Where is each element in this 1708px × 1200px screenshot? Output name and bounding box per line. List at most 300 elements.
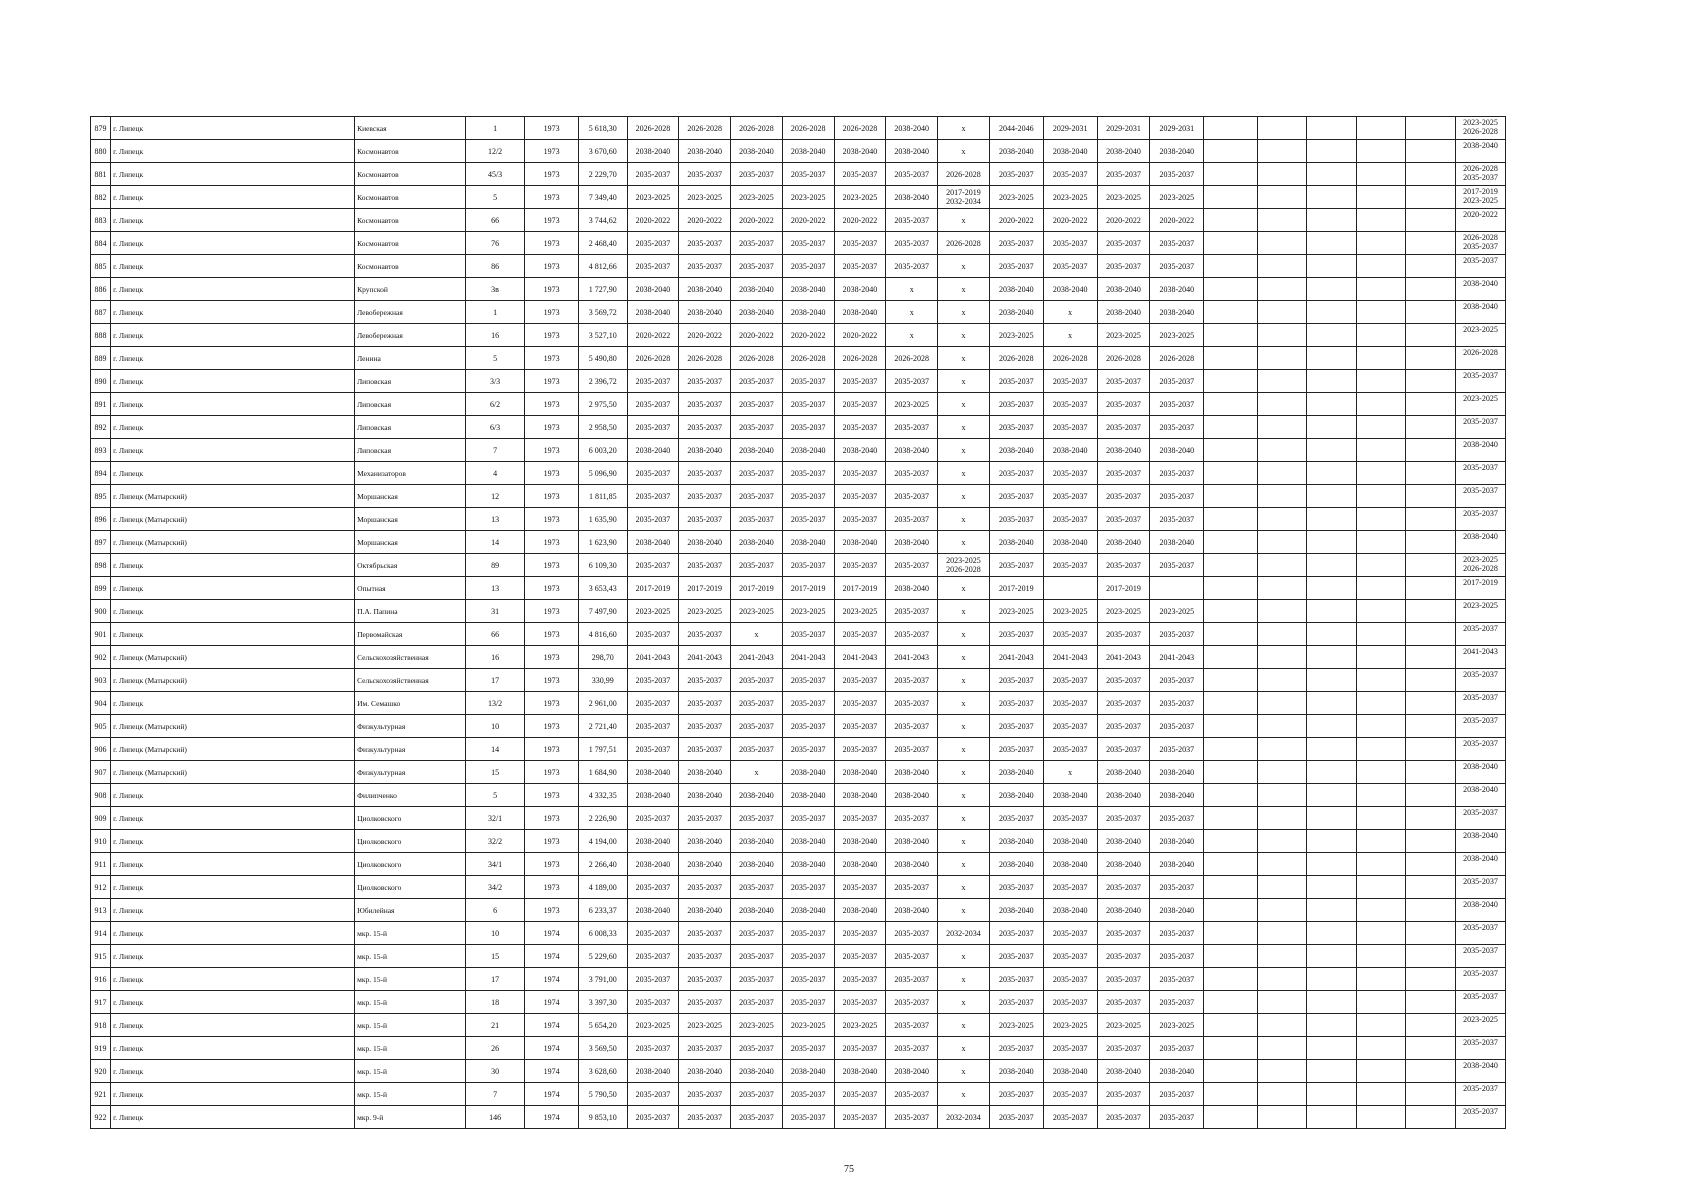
- period-cell: 2035-2037: [886, 370, 938, 393]
- table-row: [91, 715, 1590, 738]
- period-cell: 2035-2037: [731, 1037, 783, 1060]
- street-cell: Ленина: [355, 347, 466, 370]
- street-cell: Киевская: [355, 117, 466, 140]
- period-cell: x: [938, 738, 990, 761]
- summary-period-cell: 2026-2028: [1455, 347, 1506, 370]
- table-row: [91, 140, 1590, 163]
- period-cell: [1357, 646, 1406, 669]
- period-cell: [1406, 140, 1456, 163]
- city-cell: г. Липецк: [111, 945, 355, 968]
- period-cell: 2035-2037: [1150, 807, 1204, 830]
- period-cell: 2035-2037: [731, 922, 783, 945]
- period-cell: 2023-2025: [679, 600, 731, 623]
- summary-period-cell: 2035-2037: [1455, 738, 1506, 761]
- summary-period-cell: 2038-2040: [1455, 301, 1506, 324]
- period-cell: 2035-2037: [1097, 968, 1150, 991]
- street-cell: мкр. 15-й: [355, 945, 466, 968]
- period-cell: [1357, 416, 1406, 439]
- period-cell: [1204, 715, 1258, 738]
- period-cell: [1258, 991, 1307, 1014]
- house-cell: 16: [465, 324, 524, 347]
- period-cell: 2038-2040: [1150, 830, 1204, 853]
- period-cell: 2035-2037: [731, 807, 783, 830]
- period-cell: 2038-2040: [679, 278, 731, 301]
- period-cell: 2038-2040: [1043, 278, 1097, 301]
- period-cell: 2026-2028: [679, 347, 731, 370]
- period-cell: 2038-2040: [627, 761, 679, 784]
- period-cell: 2020-2022: [782, 209, 834, 232]
- row-number: 901: [91, 623, 111, 646]
- period-cell: 2035-2037: [1150, 715, 1204, 738]
- period-cell: [1306, 577, 1357, 600]
- city-cell: г. Липецк (Матырский): [111, 715, 355, 738]
- table-row: [91, 577, 1590, 600]
- row-number: 899: [91, 577, 111, 600]
- period-cell: 2035-2037: [989, 715, 1043, 738]
- period-cell: 2035-2037: [989, 508, 1043, 531]
- period-cell: [1306, 899, 1357, 922]
- period-cell: x: [938, 462, 990, 485]
- table-row: [91, 600, 1590, 623]
- area-cell: 2 721,40: [579, 715, 628, 738]
- period-cell: [1306, 1037, 1357, 1060]
- period-cell: 2035-2037: [731, 393, 783, 416]
- period-cell: 2035-2037: [1150, 623, 1204, 646]
- period-cell: 2023-2025: [989, 600, 1043, 623]
- row-number: 885: [91, 255, 111, 278]
- period-cell: [1306, 830, 1357, 853]
- period-cell: [1204, 117, 1258, 140]
- period-cell: 2035-2037: [782, 807, 834, 830]
- year-cell: 1973: [525, 807, 579, 830]
- table-row: [91, 761, 1590, 784]
- period-cell: x: [938, 876, 990, 899]
- period-cell: 2038-2040: [834, 784, 886, 807]
- period-cell: 2035-2037: [731, 945, 783, 968]
- period-cell: [1357, 485, 1406, 508]
- period-cell: [1258, 347, 1307, 370]
- period-cell: 2038-2040: [1097, 784, 1150, 807]
- period-cell: [1204, 853, 1258, 876]
- row-number: 891: [91, 393, 111, 416]
- row-number: 887: [91, 301, 111, 324]
- period-cell: 2035-2037: [886, 692, 938, 715]
- period-cell: [1204, 922, 1258, 945]
- period-cell: x: [938, 784, 990, 807]
- period-cell: 2041-2043: [782, 646, 834, 669]
- house-cell: 66: [465, 623, 524, 646]
- street-cell: Физкультурная: [355, 761, 466, 784]
- row-number: 910: [91, 830, 111, 853]
- city-cell: г. Липецк: [111, 462, 355, 485]
- period-cell: 2035-2037: [1043, 876, 1097, 899]
- period-cell: [1406, 163, 1456, 186]
- period-cell: 2038-2040: [1097, 301, 1150, 324]
- period-cell: [1406, 209, 1456, 232]
- period-cell: x: [938, 209, 990, 232]
- period-cell: [1204, 991, 1258, 1014]
- period-cell: 2017-2019: [1097, 577, 1150, 600]
- row-number: 879: [91, 117, 111, 140]
- period-cell: 2035-2037: [989, 738, 1043, 761]
- table-row: [91, 646, 1590, 669]
- house-cell: 14: [465, 531, 524, 554]
- period-cell: [1306, 186, 1357, 209]
- house-cell: 12: [465, 485, 524, 508]
- summary-period-cell: 2035-2037: [1455, 692, 1506, 715]
- period-cell: 2035-2037: [834, 623, 886, 646]
- row-number: 900: [91, 600, 111, 623]
- period-cell: 2023-2025: [679, 186, 731, 209]
- table-row: [91, 623, 1590, 646]
- street-cell: Циолковского: [355, 876, 466, 899]
- city-cell: г. Липецк: [111, 623, 355, 646]
- period-cell: 2020-2022: [1150, 209, 1204, 232]
- period-cell: 2035-2037: [782, 623, 834, 646]
- period-cell: 2035-2037: [886, 508, 938, 531]
- period-cell: 2020-2022: [627, 209, 679, 232]
- street-cell: Моршанская: [355, 531, 466, 554]
- period-cell: 2035-2037: [1097, 876, 1150, 899]
- area-cell: 5 790,50: [579, 1083, 628, 1106]
- house-cell: 13: [465, 577, 524, 600]
- house-cell: 5: [465, 784, 524, 807]
- house-cell: 12/2: [465, 140, 524, 163]
- summary-period-cell: 2023-2025: [1455, 393, 1506, 416]
- period-cell: [1204, 623, 1258, 646]
- row-number: 918: [91, 1014, 111, 1037]
- period-cell: 2035-2037: [782, 1106, 834, 1129]
- summary-period-cell: 2020-2022: [1455, 209, 1506, 232]
- period-cell: [1258, 209, 1307, 232]
- period-cell: [1306, 416, 1357, 439]
- street-cell: мкр. 15-й: [355, 1037, 466, 1060]
- period-cell: 2035-2037: [1097, 669, 1150, 692]
- period-cell: 2035-2037: [1043, 738, 1097, 761]
- summary-period-cell: 2038-2040: [1455, 278, 1506, 301]
- street-cell: Моршанская: [355, 508, 466, 531]
- period-cell: 2035-2037: [834, 1106, 886, 1129]
- period-cell: 2038-2040: [627, 1060, 679, 1083]
- city-cell: г. Липецк (Матырский): [111, 738, 355, 761]
- period-cell: [1357, 1083, 1406, 1106]
- period-cell: [1258, 531, 1307, 554]
- period-cell: 2023-2025 2026-2028: [938, 554, 990, 577]
- period-cell: 2023-2025: [1043, 600, 1097, 623]
- period-cell: 2038-2040: [886, 531, 938, 554]
- period-cell: 2038-2040: [1150, 140, 1204, 163]
- period-cell: [1258, 140, 1307, 163]
- street-cell: Сельскохозяйственная: [355, 669, 466, 692]
- period-cell: [1204, 692, 1258, 715]
- row-number: 903: [91, 669, 111, 692]
- summary-period-cell: 2038-2040: [1455, 531, 1506, 554]
- period-cell: [1204, 1014, 1258, 1037]
- row-number: 902: [91, 646, 111, 669]
- period-cell: 2035-2037: [1150, 968, 1204, 991]
- street-cell: Липовская: [355, 370, 466, 393]
- period-cell: 2035-2037: [679, 968, 731, 991]
- period-cell: [1258, 301, 1307, 324]
- row-number: 920: [91, 1060, 111, 1083]
- period-cell: 2035-2037: [886, 715, 938, 738]
- period-cell: 2038-2040: [886, 577, 938, 600]
- period-cell: 2035-2037: [989, 1083, 1043, 1106]
- period-cell: [1204, 738, 1258, 761]
- period-cell: 2038-2040: [1097, 830, 1150, 853]
- table-row: [91, 1083, 1590, 1106]
- area-cell: 2 468,40: [579, 232, 628, 255]
- period-cell: [1204, 830, 1258, 853]
- period-cell: x: [938, 807, 990, 830]
- period-cell: 2035-2037: [731, 1083, 783, 1106]
- period-cell: 2035-2037: [1043, 462, 1097, 485]
- year-cell: 1973: [525, 554, 579, 577]
- street-cell: Липовская: [355, 393, 466, 416]
- city-cell: г. Липецк: [111, 899, 355, 922]
- period-cell: 2038-2040: [627, 439, 679, 462]
- period-cell: [1357, 738, 1406, 761]
- period-cell: 2035-2037: [731, 508, 783, 531]
- period-cell: 2038-2040: [731, 278, 783, 301]
- period-cell: 2038-2040: [834, 853, 886, 876]
- period-cell: [1204, 508, 1258, 531]
- house-cell: 146: [465, 1106, 524, 1129]
- period-cell: 2035-2037: [834, 945, 886, 968]
- street-cell: Юбилейная: [355, 899, 466, 922]
- period-cell: [1258, 830, 1307, 853]
- period-cell: [1204, 876, 1258, 899]
- period-cell: x: [938, 1014, 990, 1037]
- period-cell: [1258, 439, 1307, 462]
- city-cell: г. Липецк: [111, 830, 355, 853]
- period-cell: [1258, 807, 1307, 830]
- period-cell: [1406, 1037, 1456, 1060]
- period-cell: [1204, 278, 1258, 301]
- summary-period-cell: 2038-2040: [1455, 784, 1506, 807]
- period-cell: 2035-2037: [731, 991, 783, 1014]
- table-row: [91, 922, 1590, 945]
- row-number: 893: [91, 439, 111, 462]
- period-cell: 2038-2040: [782, 140, 834, 163]
- street-cell: Левобережная: [355, 324, 466, 347]
- period-cell: [1306, 462, 1357, 485]
- period-cell: 2038-2040: [989, 531, 1043, 554]
- year-cell: 1974: [525, 1060, 579, 1083]
- summary-period-cell: 2023-2025: [1455, 600, 1506, 623]
- city-cell: г. Липецк: [111, 416, 355, 439]
- period-cell: [1204, 577, 1258, 600]
- period-cell: 2035-2037: [1097, 370, 1150, 393]
- period-cell: x: [938, 370, 990, 393]
- period-cell: 2035-2037: [834, 255, 886, 278]
- period-cell: 2038-2040: [782, 899, 834, 922]
- summary-period-cell: 2035-2037: [1455, 623, 1506, 646]
- summary-period-cell: 2035-2037: [1455, 1083, 1506, 1106]
- year-cell: 1973: [525, 669, 579, 692]
- period-cell: x: [938, 1060, 990, 1083]
- period-cell: [1306, 531, 1357, 554]
- period-cell: 2035-2037: [782, 991, 834, 1014]
- period-cell: 2026-2028: [834, 347, 886, 370]
- period-cell: [1306, 945, 1357, 968]
- period-cell: 2026-2028: [1097, 347, 1150, 370]
- period-cell: [1406, 531, 1456, 554]
- period-cell: 2038-2040: [886, 830, 938, 853]
- period-cell: [1204, 393, 1258, 416]
- period-cell: 2035-2037: [886, 600, 938, 623]
- period-cell: [1258, 715, 1307, 738]
- period-cell: [1406, 554, 1456, 577]
- period-cell: [1306, 393, 1357, 416]
- period-cell: 2023-2025: [834, 1014, 886, 1037]
- house-cell: 13: [465, 508, 524, 531]
- period-cell: [1406, 577, 1456, 600]
- period-cell: [1357, 370, 1406, 393]
- period-cell: 2035-2037: [679, 462, 731, 485]
- period-cell: [1258, 416, 1307, 439]
- period-cell: 2035-2037: [989, 692, 1043, 715]
- period-cell: 2035-2037: [886, 1014, 938, 1037]
- period-cell: 2035-2037: [1043, 232, 1097, 255]
- period-cell: [1306, 991, 1357, 1014]
- period-cell: 2035-2037: [886, 623, 938, 646]
- period-cell: [1204, 1037, 1258, 1060]
- period-cell: 2035-2037: [989, 485, 1043, 508]
- period-cell: 2038-2040: [1043, 853, 1097, 876]
- period-cell: [1204, 163, 1258, 186]
- summary-period-cell: 2035-2037: [1455, 807, 1506, 830]
- row-number: 895: [91, 485, 111, 508]
- period-cell: 2038-2040: [834, 761, 886, 784]
- year-cell: 1973: [525, 508, 579, 531]
- street-cell: мкр. 15-й: [355, 991, 466, 1014]
- period-cell: [1306, 600, 1357, 623]
- street-cell: Физкультурная: [355, 738, 466, 761]
- period-cell: 2035-2037: [627, 462, 679, 485]
- city-cell: г. Липецк: [111, 554, 355, 577]
- period-cell: 2035-2037: [627, 370, 679, 393]
- period-cell: 2035-2037: [679, 1083, 731, 1106]
- city-cell: г. Липецк (Матырский): [111, 485, 355, 508]
- period-cell: [1406, 416, 1456, 439]
- period-cell: 2035-2037: [627, 255, 679, 278]
- period-cell: 2038-2040: [989, 761, 1043, 784]
- period-cell: 2035-2037: [679, 508, 731, 531]
- period-cell: 2038-2040: [1043, 899, 1097, 922]
- area-cell: 330,99: [579, 669, 628, 692]
- period-cell: [1406, 968, 1456, 991]
- period-cell: 2035-2037: [989, 945, 1043, 968]
- period-cell: 2041-2043: [989, 646, 1043, 669]
- year-cell: 1974: [525, 1014, 579, 1037]
- summary-period-cell: 2017-2019: [1455, 577, 1506, 600]
- period-cell: [1306, 301, 1357, 324]
- summary-period-cell: 2041-2043: [1455, 646, 1506, 669]
- period-cell: [1357, 922, 1406, 945]
- period-cell: 2038-2040: [679, 761, 731, 784]
- year-cell: 1973: [525, 531, 579, 554]
- table-row: [91, 232, 1590, 255]
- period-cell: 2041-2043: [1043, 646, 1097, 669]
- period-cell: 2035-2037: [886, 945, 938, 968]
- period-cell: [1204, 209, 1258, 232]
- house-cell: 7: [465, 1083, 524, 1106]
- period-cell: [1306, 370, 1357, 393]
- period-cell: x: [938, 301, 990, 324]
- period-cell: 2035-2037: [731, 485, 783, 508]
- summary-period-cell: 2026-2028 2035-2037: [1455, 232, 1506, 255]
- period-cell: 2035-2037: [1043, 485, 1097, 508]
- table-row: [91, 209, 1590, 232]
- period-cell: 2035-2037: [1097, 416, 1150, 439]
- period-cell: 2038-2040: [731, 784, 783, 807]
- period-cell: x: [938, 761, 990, 784]
- period-cell: [1357, 209, 1406, 232]
- area-cell: 2 975,50: [579, 393, 628, 416]
- period-cell: 2035-2037: [1150, 554, 1204, 577]
- area-cell: 6 003,20: [579, 439, 628, 462]
- period-cell: x: [731, 623, 783, 646]
- city-cell: г. Липецк: [111, 255, 355, 278]
- period-cell: [1357, 1014, 1406, 1037]
- period-cell: x: [938, 830, 990, 853]
- period-cell: [1406, 462, 1456, 485]
- period-cell: x: [938, 416, 990, 439]
- row-number: 921: [91, 1083, 111, 1106]
- period-cell: 2020-2022: [782, 324, 834, 347]
- period-cell: x: [938, 899, 990, 922]
- period-cell: 2038-2040: [886, 186, 938, 209]
- period-cell: 2038-2040: [679, 140, 731, 163]
- period-cell: [1204, 1106, 1258, 1129]
- period-cell: 2035-2037: [679, 945, 731, 968]
- period-cell: [1258, 324, 1307, 347]
- period-cell: 2035-2037: [886, 462, 938, 485]
- period-cell: 2038-2040: [989, 784, 1043, 807]
- row-number: 896: [91, 508, 111, 531]
- house-cell: 34/1: [465, 853, 524, 876]
- period-cell: [1357, 186, 1406, 209]
- period-cell: 2023-2025: [627, 186, 679, 209]
- row-number: 911: [91, 853, 111, 876]
- period-cell: 2023-2025: [1043, 186, 1097, 209]
- year-cell: 1973: [525, 738, 579, 761]
- period-cell: 2035-2037: [782, 416, 834, 439]
- year-cell: 1973: [525, 278, 579, 301]
- summary-period-cell: 2038-2040: [1455, 899, 1506, 922]
- row-number: 916: [91, 968, 111, 991]
- street-cell: П.А. Папина: [355, 600, 466, 623]
- summary-period-cell: 2038-2040: [1455, 439, 1506, 462]
- period-cell: 2038-2040: [886, 761, 938, 784]
- city-cell: г. Липецк (Матырский): [111, 646, 355, 669]
- period-cell: 2038-2040: [679, 784, 731, 807]
- period-cell: 2035-2037: [627, 945, 679, 968]
- area-cell: 4 189,00: [579, 876, 628, 899]
- period-cell: 2038-2040: [782, 761, 834, 784]
- period-cell: 2023-2025: [1097, 186, 1150, 209]
- year-cell: 1973: [525, 784, 579, 807]
- area-cell: 3 744,62: [579, 209, 628, 232]
- house-cell: 7: [465, 439, 524, 462]
- period-cell: 2035-2037: [731, 692, 783, 715]
- street-cell: Им. Семашко: [355, 692, 466, 715]
- house-cell: 4: [465, 462, 524, 485]
- period-cell: 2035-2037: [989, 462, 1043, 485]
- period-cell: 2035-2037: [989, 554, 1043, 577]
- period-cell: 2035-2037: [782, 462, 834, 485]
